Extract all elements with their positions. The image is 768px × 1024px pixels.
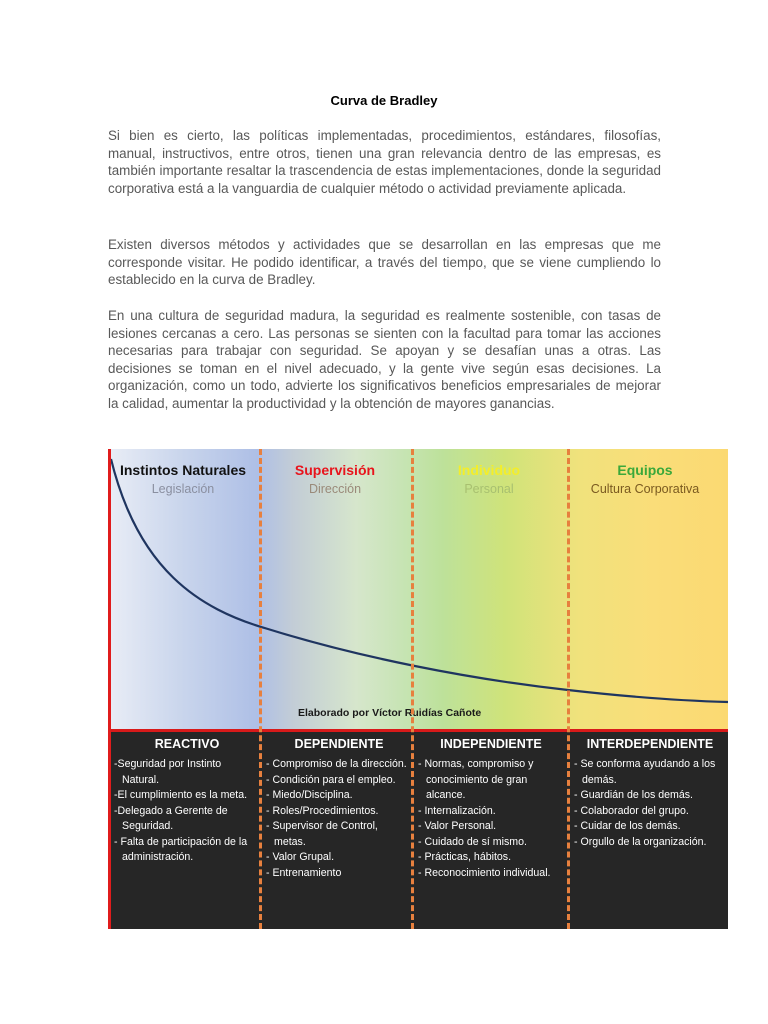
column-list bbox=[114, 757, 260, 866]
list-item: - Reconocimiento individual. bbox=[418, 866, 551, 879]
stage-sub: Personal bbox=[464, 482, 514, 496]
stage-sub: Cultura Corporativa bbox=[590, 482, 700, 496]
figure-credit: Elaborado por Víctor Ruidías Cañote bbox=[298, 707, 482, 719]
stage-name: Supervisión bbox=[294, 462, 376, 478]
column-heading: INTERDEPENDIENTE bbox=[586, 737, 714, 751]
stage-name: Individuo bbox=[457, 462, 521, 478]
list-item: - Orgullo de la organización. bbox=[574, 835, 707, 848]
list-item: - Prácticas, hábitos. bbox=[418, 851, 512, 863]
list-item: - Normas, compromiso y conocimiento de gran alcance. bbox=[418, 758, 534, 801]
horizontal-axis-line bbox=[108, 729, 728, 732]
bradley-curve-figure bbox=[108, 449, 728, 929]
list-item: - Valor Grupal. bbox=[266, 851, 335, 863]
column-interdependiente bbox=[574, 737, 726, 850]
stage-individuo bbox=[414, 462, 564, 496]
stage-divider bbox=[567, 449, 570, 929]
list-item: - Cuidado de sí mismo. bbox=[418, 835, 527, 848]
paragraph-2: Existen diversos métodos y actividades que se desarrollan en las empresas que me corresponde visitar. He podido identificar, a través del tiempo, que se viene cumpliendo lo establecido en la curva de Bradley. bbox=[108, 237, 661, 287]
column-list bbox=[574, 757, 726, 850]
column-heading: INDEPENDIENTE bbox=[440, 737, 542, 751]
list-item: - Colaborador del grupo. bbox=[574, 804, 689, 817]
paragraph-3: En una cultura de seguridad madura, la seguridad es realmente sostenible, con tasas de lesiones cercanas a cero. Las personas se sienten con la facultad para tomar las acciones necesarias para trabajar con seguridad. Se apoyan y se desafían unas a otras. Las decisiones se toman en el nivel adecuado, y la gente vive según esas decisiones. La organización, como un todo, advierte los significativos beneficios empresariales de mejorar la calidad, aumentar la productividad y la obtención de mayores ganancias. bbox=[108, 308, 661, 411]
list-item: - Guardián de los demás. bbox=[574, 789, 693, 801]
column-independiente bbox=[418, 737, 564, 881]
list-item: -Seguridad por Instinto Natural. bbox=[114, 758, 222, 786]
stage-supervision bbox=[260, 462, 410, 496]
column-heading: REACTIVO bbox=[154, 737, 220, 751]
list-item: - Condición para el empleo. bbox=[266, 773, 396, 786]
list-item: - Miedo/Disciplina. bbox=[266, 789, 353, 801]
document-title: Curva de Bradley bbox=[330, 93, 438, 108]
column-dependiente bbox=[266, 737, 412, 881]
vertical-axis-line bbox=[108, 449, 111, 929]
stage-sub: Dirección bbox=[308, 482, 362, 496]
stage-name: Instintos Naturales bbox=[119, 462, 247, 478]
list-item: -Delegado a Gerente de Seguridad. bbox=[114, 804, 228, 832]
list-item: - Se conforma ayudando a los demás. bbox=[574, 758, 716, 786]
list-item: - Falta de participación de la administración. bbox=[114, 835, 248, 863]
list-item: - Supervisor de Control, metas. bbox=[266, 820, 378, 848]
list-item: - Compromiso de la dirección. bbox=[266, 758, 407, 770]
stage-instintos-naturales bbox=[108, 462, 258, 496]
list-item: - Roles/Procedimientos. bbox=[266, 804, 379, 817]
stage-name: Equipos bbox=[617, 462, 673, 478]
list-item: - Entrenamiento bbox=[266, 866, 342, 879]
list-item: -El cumplimiento es la meta. bbox=[114, 789, 248, 801]
list-item: - Internalización. bbox=[418, 804, 496, 817]
list-item: - Valor Personal. bbox=[418, 820, 497, 832]
stage-equipos bbox=[570, 462, 720, 496]
list-item: - Cuidar de los demás. bbox=[574, 820, 681, 832]
column-list bbox=[418, 757, 564, 881]
column-reactivo bbox=[114, 737, 260, 866]
paragraph-1: Si bien es cierto, las políticas implementadas, procedimientos, estándares, filosofías, manual, instructivos, entre otros, tienen una gran relevancia dentro de las empresas, es también importante resaltar la trascendencia de estas implementaciones, donde la seguridad corporativa está a la vanguardia de cualquier método o actividad previamente aplicada. bbox=[108, 128, 661, 196]
stage-sub: Legislación bbox=[151, 482, 215, 496]
column-heading: DEPENDIENTE bbox=[294, 737, 384, 751]
column-list bbox=[266, 757, 412, 881]
